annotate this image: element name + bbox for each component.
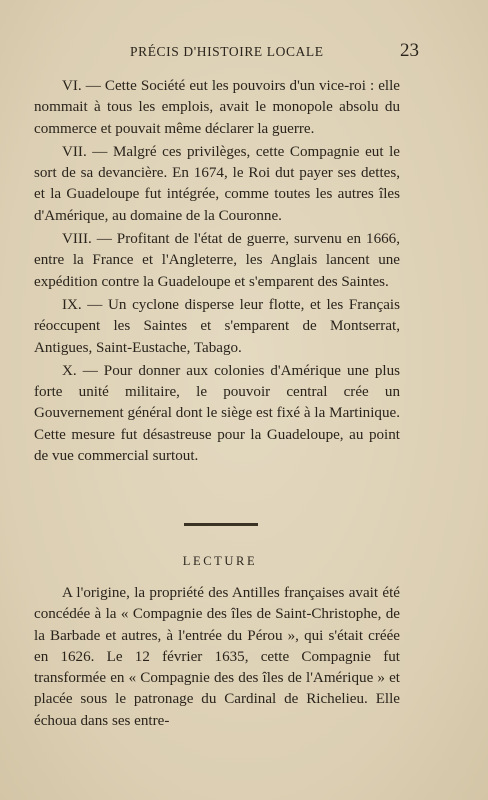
reading-paragraph: A l'origine, la propriété des Antilles françaises avait été concédée à la « Compagnie des îles de Saint-Christophe, de la Barbade et autres, à l'entrée du Pérou », qui s'était créée en 1626. Le 12 février 1635, cette Compagnie fut transformée en « Compagnie des des îles de l'Amérique » et placée sous le patronage du Cardinal de Richelieu. Elle échoua dans ses entre- [34, 585, 400, 729]
reading-section [34, 583, 400, 732]
paragraph-viii: VIII. — Profitant de l'état de guerre, survenu en 1666, entre la France et l'Angleterre, les Anglais lancent une expédition contre la Guadeloupe et s'emparent des Saintes. [34, 231, 400, 290]
running-title: PRÉCIS D'HISTOIRE LOCALE [130, 44, 324, 59]
paragraph-x: X. — Pour donner aux colonies d'Amérique une plus forte unité militaire, le pouvoir central crée un Gouvernement général dont le siège est fixé à la Martinique. Cette mesure fut désastreuse pour la Guadeloupe, au point de vue commercial surtout. [34, 362, 400, 465]
section-divider [184, 523, 258, 526]
section-heading: LECTURE [182, 554, 258, 568]
page-number: 23 [400, 40, 419, 61]
paragraph-vii: VII. — Malgré ces privilèges, cette Compagnie eut le sort de sa devancière. En 1674, le Roi dut payer ses dettes, et la Guadeloupe fut intégrée, comme toutes les autres îles d'Amérique, au domaine de la Couronne. [34, 143, 400, 224]
paragraph-vi: VI. — Cette Société eut les pouvoirs d'un vice-roi : elle nommait à tous les emplois, avait le monopole absolu du commerce et pouvait même déclarer la guerre. [34, 78, 400, 137]
numbered-paragraphs [34, 76, 400, 467]
paragraph-ix: IX. — Un cyclone disperse leur flotte, et les Français réoccupent les Saintes et s'emparent de Montserrat, Antigues, Saint-Eustache, Tabago. [34, 296, 400, 356]
